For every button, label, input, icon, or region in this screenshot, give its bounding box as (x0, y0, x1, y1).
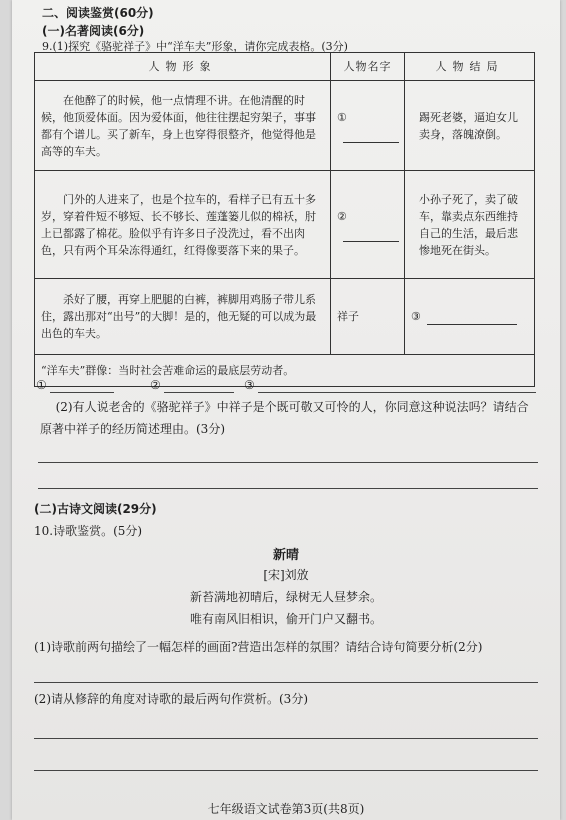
row3-description: 杀好了腰，再穿上肥腿的白裤，裤脚用鸡肠子带儿系住，露出那对“出号”的大脚！是的，他无疑的可以成为最出色的车夫。 (35, 279, 331, 355)
table-row (35, 171, 535, 279)
row1-name-cell (331, 81, 405, 171)
row3-ending-cell (405, 279, 535, 355)
header-image: 人物形象 (35, 53, 331, 81)
answer-mark-2: ② (150, 378, 161, 392)
row2-ending: 小孙子死了，卖了破车，靠卖点东西维持自己的生活，最后悲惨地死在街头。 (405, 171, 535, 279)
subsection-title-poetry: (二)古诗文阅读(29分) (34, 502, 157, 516)
question-10-prompt: 10.诗歌鉴赏。(5分) (34, 524, 143, 538)
row2-name-cell (331, 171, 405, 279)
answer-line[interactable] (34, 738, 538, 739)
row1-name-mark: ① (337, 110, 347, 124)
poem-line-2: 唯有南风旧相识，偷开门户又翻书。 (189, 612, 382, 626)
exam-page (12, 0, 560, 820)
row1-name-blank[interactable] (343, 142, 399, 143)
poem-author: [宋]刘攽 (263, 568, 309, 582)
answer-line[interactable] (38, 488, 538, 489)
answer-blank-1[interactable] (50, 392, 114, 393)
answer-mark-1: ① (36, 378, 47, 392)
header-name: 人物名字 (331, 53, 405, 81)
answer-line[interactable] (34, 770, 538, 771)
poem-title: 新晴 (272, 548, 299, 563)
question-10-part1: (1)诗歌前两句描绘了一幅怎样的画面?营造出怎样的氛围？请结合诗句简要分析(2分) (34, 640, 483, 654)
table-summary: “洋车夫”群像：当时社会苦难命运的最底层劳动者。 (35, 355, 535, 387)
row3-ending-blank[interactable] (427, 324, 517, 325)
answer-line[interactable] (34, 682, 538, 683)
answer-blank-3[interactable] (258, 392, 536, 393)
subsection-title-novel: (一)名著阅读(6分) (42, 24, 145, 38)
row2-name-blank[interactable] (343, 241, 399, 242)
row3-ending-mark: ③ (411, 310, 421, 323)
table-row (35, 279, 535, 355)
header-ending: 人物结局 (405, 53, 535, 81)
row1-description: 在他醉了的时候，他一点情理不讲。在他清醒的时候，他顶爱体面。因为爱体面，他往往摆起穷架子，事事都有个谱儿。买了新车，身上也穿得很整齐，他觉得他是高等的车夫。 (35, 81, 331, 171)
row2-description: 门外的人进来了，也是个拉车的，看样子已有五十多岁，穿着件短不够短、长不够长、莲蓬篓儿似的棉袄，肘上已都露了棉花。脸似乎有许多日子没洗过，看不出肉色，只有两个耳朵冻得通红，红得像要落下来的果子。 (35, 171, 331, 279)
poem-line-1: 新苔满地初晴后，绿树无人昼梦余。 (189, 590, 382, 604)
question-9-prompt: 9.(1)探究《骆驼祥子》中“洋车夫”形象，请你完成表格。(3分) (42, 40, 348, 53)
character-table (34, 52, 535, 387)
question-10-part2: (2)请从修辞的角度对诗歌的最后两句作赏析。(3分) (34, 692, 308, 706)
table-row (35, 81, 535, 171)
row2-name-mark: ② (337, 209, 347, 223)
question-9-part2: (2)有人说老舍的《骆驼祥子》中祥子是个既可敬又可怜的人，你同意这种说法吗？请结合原著中祥子的经历简述理由。(3分) (40, 400, 529, 436)
answer-line[interactable] (38, 462, 538, 463)
row1-ending: 踢死老婆，逼迫女儿卖身，落魄潦倒。 (405, 81, 535, 171)
answer-blank-2[interactable] (164, 392, 234, 393)
row3-name: 祥子 (331, 279, 405, 355)
page-footer: 七年级语文试卷第3页(共8页) (207, 802, 365, 816)
section-title: 二、阅读鉴赏(60分) (42, 6, 154, 20)
answer-mark-3: ③ (244, 378, 255, 392)
